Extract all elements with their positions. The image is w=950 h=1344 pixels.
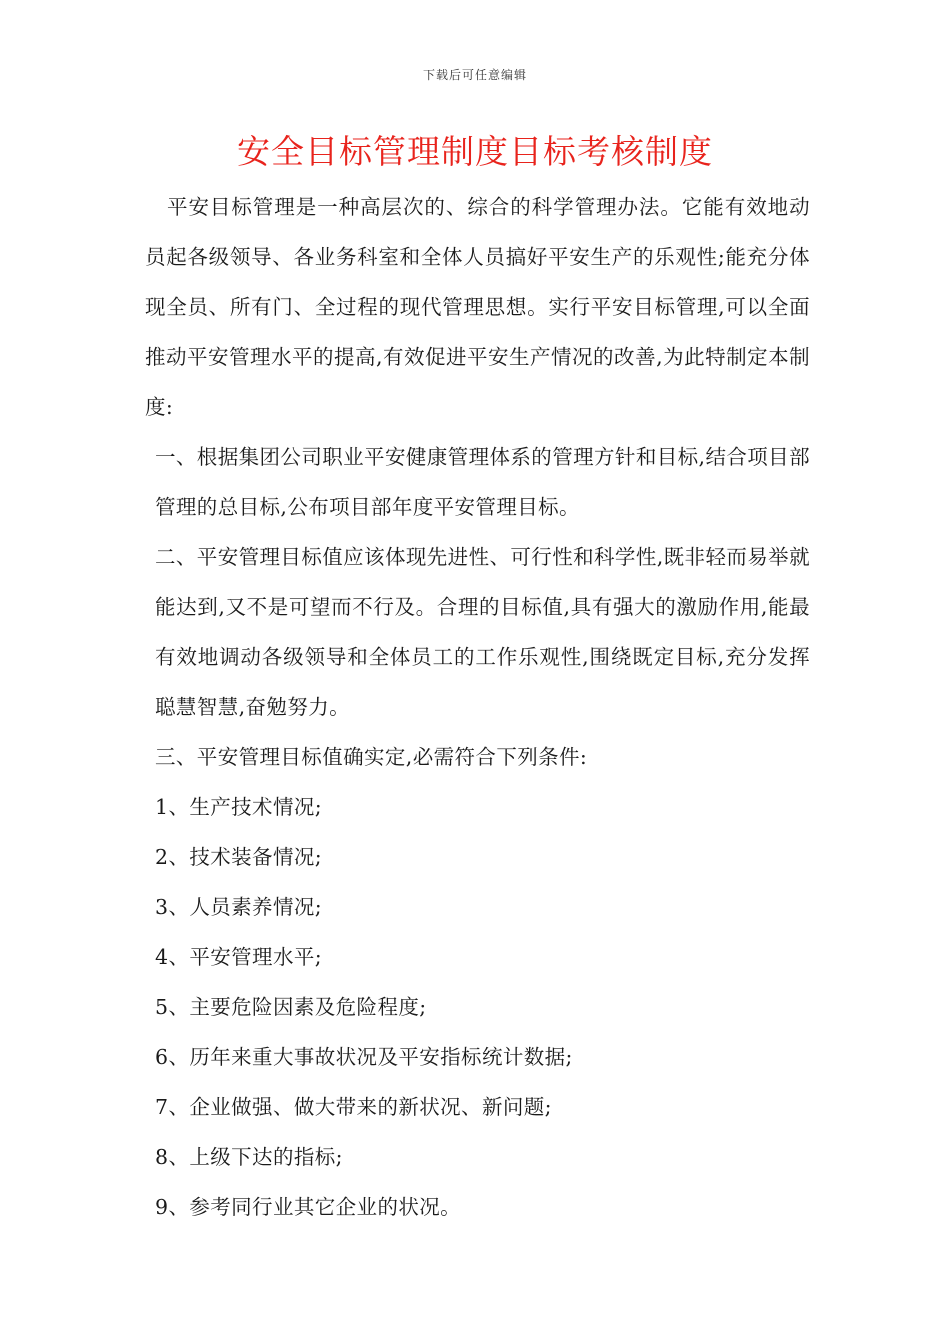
intro-paragraph: 平安目标管理是一种高层次的、综合的科学管理办法。它能有效地动员起各级领导、各业务科室和全体人员搞好平安生产的乐观性;能充分体现全员、所有门、全过程的现代管理思想。实行平安目标管理,可以全面推动平安管理水平的提高,有效促进平安生产情况的改善,为此特制定本制度:	[145, 195, 810, 419]
document-title: 安全目标管理制度目标考核制度	[237, 132, 713, 171]
list-item: 4、平安管理水平;	[155, 945, 323, 969]
section-2-paragraph: 二、平安管理目标值应该体现先进性、可行性和科学性,既非轻而易举就能达到,又不是可望而不行及。合理的目标值,具有强大的激励作用,能最有效地调动各级领导和全体员工的工作乐观性,围绕既定目标,充分发挥聪慧智慧,奋勉努力。	[155, 545, 810, 719]
list-item: 3、人员素养情况;	[155, 895, 323, 919]
conditions-list	[145, 782, 810, 1232]
section-3-paragraph: 三、平安管理目标值确实定,必需符合下列条件:	[155, 745, 588, 769]
list-item: 7、企业做强、做大带来的新状况、新问题;	[155, 1095, 552, 1119]
header-note: 下载后可任意编辑	[422, 68, 527, 82]
list-item: 1、生产技术情况;	[155, 795, 323, 819]
list-item: 9、参考同行业其它企业的状况。	[155, 1195, 462, 1219]
list-item: 2、技术装备情况;	[155, 845, 323, 869]
list-item: 8、上级下达的指标;	[155, 1145, 343, 1169]
document-body	[145, 182, 810, 1232]
list-item: 5、主要危险因素及危险程度;	[155, 995, 427, 1019]
list-item: 6、历年来重大事故状况及平安指标统计数据;	[155, 1045, 573, 1069]
section-1-paragraph: 一、根据集团公司职业平安健康管理体系的管理方针和目标,结合项目部管理的总目标,公布项目部年度平安管理目标。	[155, 445, 810, 519]
